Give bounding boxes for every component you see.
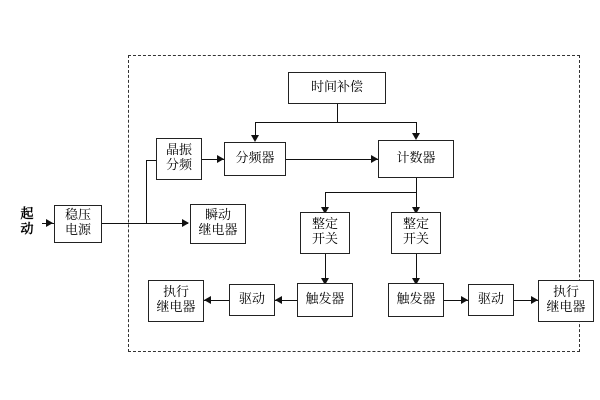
node-time-compensation-label: 时间补偿 bbox=[310, 79, 363, 95]
node-time-compensation bbox=[288, 72, 386, 104]
conn-comp-to-divider bbox=[255, 122, 256, 136]
node-instant-relay-label: 瞬动 继电器 bbox=[198, 208, 238, 238]
node-divider bbox=[224, 142, 286, 176]
node-counter-label: 计数器 bbox=[396, 150, 436, 166]
conn-power-instant bbox=[102, 223, 188, 224]
node-exec-relay-left-label: 执行 继电器 bbox=[156, 285, 196, 315]
conn-counter-stem bbox=[416, 178, 417, 192]
node-trigger-left bbox=[297, 283, 353, 317]
conn-divider-counter bbox=[286, 159, 378, 160]
node-trigger-right-label: 触发器 bbox=[396, 291, 436, 307]
node-trigger-left-label: 触发器 bbox=[305, 291, 345, 307]
node-trigger-right bbox=[388, 283, 444, 317]
node-crystal-label: 晶振 分频 bbox=[165, 143, 192, 173]
node-power-label: 稳压 电源 bbox=[64, 208, 91, 238]
node-driver-left-label: 驱动 bbox=[238, 291, 265, 307]
conn-swleft-trigleft bbox=[325, 254, 326, 279]
arrow-crystal-divider bbox=[217, 155, 224, 163]
node-driver-left bbox=[229, 284, 275, 316]
node-counter bbox=[378, 140, 454, 178]
arrow-comp-divider bbox=[251, 135, 259, 142]
conn-power-branch-vertical bbox=[146, 160, 147, 223]
node-driver-right bbox=[468, 284, 514, 316]
node-setting-switch-right bbox=[391, 212, 441, 254]
conn-counter-to-sw-left bbox=[325, 192, 326, 208]
conn-counter-bus bbox=[325, 192, 417, 193]
node-power bbox=[54, 205, 102, 243]
node-setting-switch-left bbox=[300, 212, 350, 254]
conn-comp-bus bbox=[255, 122, 417, 123]
arrow-driverleft-execleft bbox=[204, 296, 211, 304]
node-exec-relay-right bbox=[538, 280, 594, 322]
arrow-trigright-driverright bbox=[461, 296, 468, 304]
node-exec-relay-left bbox=[148, 280, 204, 322]
input-label bbox=[10, 203, 44, 243]
arrow-power-instant bbox=[182, 219, 189, 227]
conn-power-branch-to-crystal bbox=[146, 160, 156, 161]
input-label-text: 起 动 bbox=[20, 207, 34, 237]
arrow-comp-counter bbox=[412, 133, 420, 140]
node-instant-relay bbox=[190, 204, 246, 244]
node-setting-switch-left-label: 整定 开关 bbox=[311, 217, 338, 247]
node-exec-relay-right-label: 执行 继电器 bbox=[546, 285, 586, 315]
node-setting-switch-right-label: 整定 开关 bbox=[402, 217, 429, 247]
arrow-input-power bbox=[46, 219, 53, 227]
arrow-divider-counter bbox=[371, 155, 378, 163]
conn-counter-to-sw-right bbox=[416, 192, 417, 208]
conn-swright-trigright bbox=[416, 254, 417, 279]
node-driver-right-label: 驱动 bbox=[477, 291, 504, 307]
arrow-driverright-execright bbox=[531, 296, 538, 304]
node-divider-label: 分频器 bbox=[235, 150, 275, 166]
node-crystal bbox=[156, 138, 202, 180]
arrow-trigleft-driverleft bbox=[275, 296, 282, 304]
conn-comp-stem bbox=[337, 104, 338, 122]
